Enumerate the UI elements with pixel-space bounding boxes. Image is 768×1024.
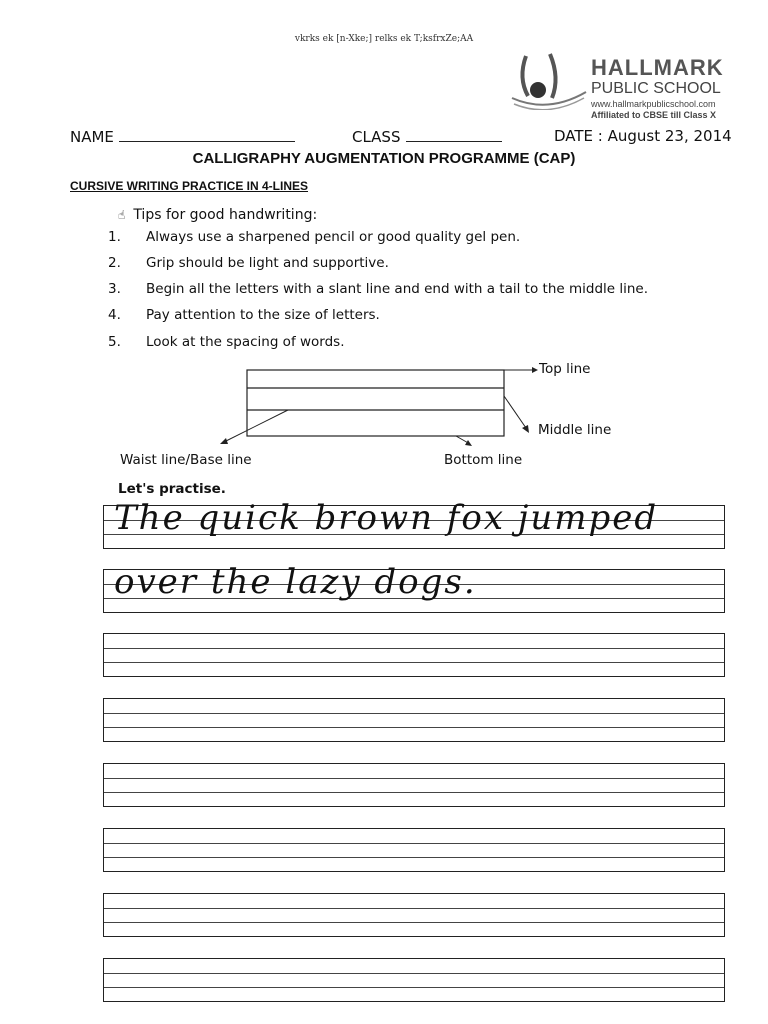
tip-text: Look at the spacing of words. bbox=[146, 334, 345, 350]
hindi-motto: vkrks ek [n-Xke;] relks ek T;ksfrxZe;AA bbox=[294, 34, 474, 44]
tip-text: Pay attention to the size of letters. bbox=[146, 307, 380, 323]
school-affiliation: Affiliated to CBSE till Class X bbox=[591, 110, 717, 120]
practice-band[interactable] bbox=[103, 763, 725, 807]
practice-band[interactable] bbox=[103, 633, 725, 677]
tip-item bbox=[108, 334, 345, 350]
tip-number: 3. bbox=[108, 281, 121, 297]
bottom-line-label: Bottom line bbox=[444, 452, 523, 468]
page-title: CALLIGRAPHY AUGMENTATION PROGRAMME (CAP) bbox=[192, 150, 576, 167]
tips-heading bbox=[118, 207, 317, 223]
tip-text: Always use a sharpened pencil or good quality gel pen. bbox=[146, 229, 521, 245]
practise-heading: Let's practise. bbox=[118, 481, 226, 497]
name-blank[interactable] bbox=[119, 127, 295, 142]
date-field: DATE : August 23, 2014 bbox=[554, 127, 732, 145]
school-website: www.hallmarkpublicschool.com bbox=[591, 99, 716, 109]
school-logo-icon bbox=[508, 48, 588, 110]
school-name-sub: PUBLIC SCHOOL bbox=[591, 80, 721, 97]
cursive-sample-line: over the lazy dogs. bbox=[114, 562, 477, 602]
tip-text: Grip should be light and supportive. bbox=[146, 255, 389, 271]
tip-number: 2. bbox=[108, 255, 121, 271]
middle-line-label: Middle line bbox=[538, 422, 612, 438]
school-name: HALLMARK bbox=[591, 55, 724, 80]
top-line-label: Top line bbox=[539, 361, 591, 377]
tip-text: Begin all the letters with a slant line and end with a tail to the middle line. bbox=[146, 281, 649, 297]
waist-line-label: Waist line/Base line bbox=[120, 452, 252, 468]
tip-item bbox=[108, 307, 380, 323]
practice-band[interactable] bbox=[103, 893, 725, 937]
pointing-hand-icon: ☝ bbox=[118, 208, 126, 222]
cursive-sample-line: The quick brown fox jumped bbox=[114, 498, 659, 538]
practice-band[interactable] bbox=[103, 698, 725, 742]
tip-item bbox=[108, 229, 520, 245]
name-field[interactable] bbox=[70, 127, 295, 146]
four-line-diagram bbox=[200, 360, 550, 450]
tip-number: 1. bbox=[108, 229, 121, 245]
tip-number: 4. bbox=[108, 307, 121, 323]
tip-number: 5. bbox=[108, 334, 121, 350]
practice-band[interactable] bbox=[103, 498, 725, 549]
class-blank[interactable] bbox=[406, 127, 502, 142]
tips-heading-text: Tips for good handwriting: bbox=[133, 207, 318, 223]
page-subtitle: CURSIVE WRITING PRACTICE IN 4-LINES bbox=[70, 179, 309, 193]
class-label: CLASS bbox=[352, 128, 401, 146]
class-field[interactable] bbox=[352, 127, 502, 146]
name-label: NAME bbox=[70, 128, 114, 146]
practice-band[interactable] bbox=[103, 958, 725, 1002]
tip-item bbox=[108, 281, 648, 297]
tip-item bbox=[108, 255, 389, 271]
practice-band[interactable] bbox=[103, 828, 725, 872]
practice-band[interactable] bbox=[103, 562, 725, 613]
